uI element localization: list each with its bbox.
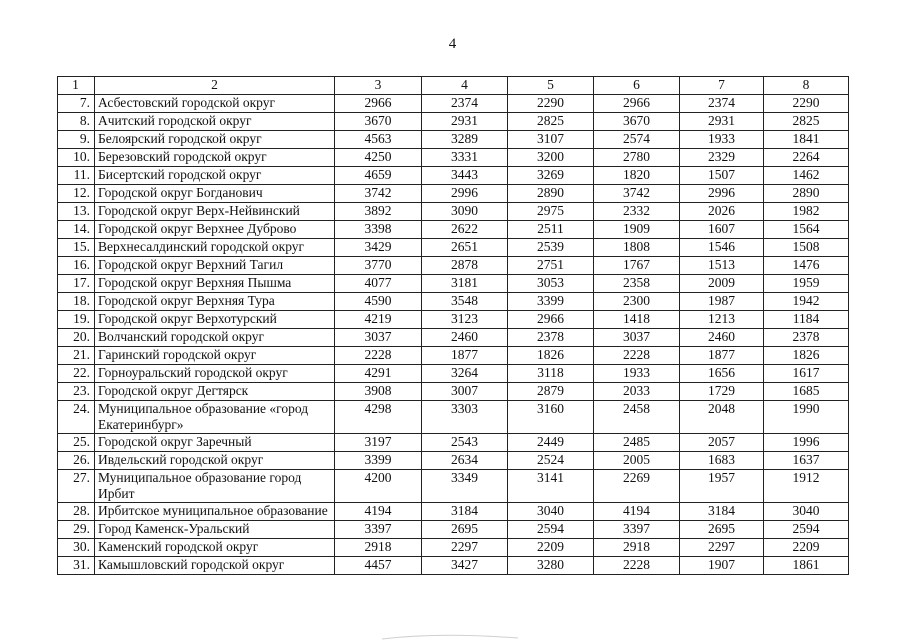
value-cell: 2228 — [335, 347, 422, 365]
value-cell: 2358 — [594, 275, 680, 293]
value-cell: 2005 — [594, 452, 680, 470]
value-cell: 1476 — [764, 257, 849, 275]
value-cell: 2057 — [680, 434, 764, 452]
table-row — [58, 257, 849, 275]
value-cell: 4291 — [335, 365, 422, 383]
value-cell: 2751 — [508, 257, 594, 275]
value-cell: 1508 — [764, 239, 849, 257]
value-cell: 2622 — [422, 221, 508, 239]
value-cell: 2209 — [508, 539, 594, 557]
table-row — [58, 539, 849, 557]
value-cell: 3331 — [422, 149, 508, 167]
value-cell: 1933 — [594, 365, 680, 383]
municipality-name: Город Каменск-Уральский — [95, 521, 335, 539]
table-row — [58, 329, 849, 347]
value-cell: 2825 — [764, 113, 849, 131]
row-number: 20. — [58, 329, 95, 347]
value-cell: 2378 — [508, 329, 594, 347]
row-number: 28. — [58, 503, 95, 521]
value-cell: 3397 — [594, 521, 680, 539]
value-cell: 1982 — [764, 203, 849, 221]
value-cell: 1996 — [764, 434, 849, 452]
value-cell: 2460 — [422, 329, 508, 347]
row-number: 15. — [58, 239, 95, 257]
value-cell: 2931 — [422, 113, 508, 131]
value-cell: 2634 — [422, 452, 508, 470]
municipality-name: Городской округ Верх-Нейвинский — [95, 203, 335, 221]
header-cell: 1 — [58, 77, 95, 95]
municipality-name: Каменский городской округ — [95, 539, 335, 557]
value-cell: 3289 — [422, 131, 508, 149]
value-cell: 3280 — [508, 557, 594, 575]
row-number: 27. — [58, 470, 95, 503]
value-cell: 2975 — [508, 203, 594, 221]
value-cell: 1656 — [680, 365, 764, 383]
value-cell: 4219 — [335, 311, 422, 329]
value-cell: 1637 — [764, 452, 849, 470]
value-cell: 3007 — [422, 383, 508, 401]
value-cell: 2890 — [764, 185, 849, 203]
value-cell: 2890 — [508, 185, 594, 203]
value-cell: 2209 — [764, 539, 849, 557]
row-number: 19. — [58, 311, 95, 329]
value-cell: 1462 — [764, 167, 849, 185]
municipality-name: Березовский городской округ — [95, 149, 335, 167]
municipality-name: Верхнесалдинский городской округ — [95, 239, 335, 257]
value-cell: 2511 — [508, 221, 594, 239]
value-cell: 2695 — [680, 521, 764, 539]
row-number: 17. — [58, 275, 95, 293]
value-cell: 4077 — [335, 275, 422, 293]
value-cell: 2228 — [594, 557, 680, 575]
municipality-name: Ирбитское муниципальное образование — [95, 503, 335, 521]
value-cell: 3184 — [680, 503, 764, 521]
table-row — [58, 221, 849, 239]
value-cell: 3770 — [335, 257, 422, 275]
value-cell: 1907 — [680, 557, 764, 575]
value-cell: 3303 — [422, 401, 508, 434]
value-cell: 4457 — [335, 557, 422, 575]
value-cell: 2594 — [508, 521, 594, 539]
value-cell: 2374 — [422, 95, 508, 113]
value-cell: 2332 — [594, 203, 680, 221]
value-cell: 1683 — [680, 452, 764, 470]
municipality-name: Ачитский городской округ — [95, 113, 335, 131]
value-cell: 1841 — [764, 131, 849, 149]
value-cell: 3269 — [508, 167, 594, 185]
value-cell: 2269 — [594, 470, 680, 503]
value-cell: 3670 — [335, 113, 422, 131]
value-cell: 2297 — [680, 539, 764, 557]
value-cell: 1564 — [764, 221, 849, 239]
value-cell: 1820 — [594, 167, 680, 185]
value-cell: 1942 — [764, 293, 849, 311]
row-number: 14. — [58, 221, 95, 239]
table-row — [58, 113, 849, 131]
value-cell: 4590 — [335, 293, 422, 311]
value-cell: 2918 — [335, 539, 422, 557]
municipality-name: Гаринский городской округ — [95, 347, 335, 365]
value-cell: 3053 — [508, 275, 594, 293]
municipality-name: Городской округ Верхний Тагил — [95, 257, 335, 275]
header-cell: 8 — [764, 77, 849, 95]
value-cell: 2524 — [508, 452, 594, 470]
row-number: 12. — [58, 185, 95, 203]
table-row — [58, 185, 849, 203]
data-table — [57, 76, 849, 575]
municipality-name: Бисертский городской округ — [95, 167, 335, 185]
value-cell: 1861 — [764, 557, 849, 575]
header-cell: 2 — [95, 77, 335, 95]
header-cell: 4 — [422, 77, 508, 95]
value-cell: 3264 — [422, 365, 508, 383]
value-cell: 3090 — [422, 203, 508, 221]
row-number: 21. — [58, 347, 95, 365]
value-cell: 2458 — [594, 401, 680, 434]
value-cell: 2878 — [422, 257, 508, 275]
value-cell: 3397 — [335, 521, 422, 539]
value-cell: 2228 — [594, 347, 680, 365]
value-cell: 1933 — [680, 131, 764, 149]
value-cell: 3037 — [335, 329, 422, 347]
value-cell: 2780 — [594, 149, 680, 167]
value-cell: 3399 — [335, 452, 422, 470]
row-number: 23. — [58, 383, 95, 401]
row-number: 25. — [58, 434, 95, 452]
value-cell: 1912 — [764, 470, 849, 503]
value-cell: 1184 — [764, 311, 849, 329]
table-row — [58, 434, 849, 452]
table-row — [58, 503, 849, 521]
value-cell: 3443 — [422, 167, 508, 185]
table-body — [58, 77, 849, 575]
value-cell: 2996 — [680, 185, 764, 203]
value-cell: 2966 — [508, 311, 594, 329]
header-cell: 7 — [680, 77, 764, 95]
municipality-name: Городской округ Верхнее Дуброво — [95, 221, 335, 239]
row-number: 7. — [58, 95, 95, 113]
municipality-name: Муниципальное образование «город Екатеринбург» — [95, 401, 335, 434]
value-cell: 3141 — [508, 470, 594, 503]
value-cell: 4659 — [335, 167, 422, 185]
value-cell: 3892 — [335, 203, 422, 221]
value-cell: 2574 — [594, 131, 680, 149]
value-cell: 2966 — [335, 95, 422, 113]
value-cell: 1617 — [764, 365, 849, 383]
table-row — [58, 470, 849, 503]
value-cell: 2879 — [508, 383, 594, 401]
value-cell: 1607 — [680, 221, 764, 239]
table-row — [58, 521, 849, 539]
table-row — [58, 452, 849, 470]
value-cell: 1213 — [680, 311, 764, 329]
value-cell: 3040 — [764, 503, 849, 521]
value-cell: 4250 — [335, 149, 422, 167]
value-cell: 4298 — [335, 401, 422, 434]
table-row — [58, 167, 849, 185]
value-cell: 2033 — [594, 383, 680, 401]
value-cell: 3398 — [335, 221, 422, 239]
value-cell: 2918 — [594, 539, 680, 557]
value-cell: 2543 — [422, 434, 508, 452]
value-cell: 1909 — [594, 221, 680, 239]
table-row — [58, 401, 849, 434]
page-number: 4 — [448, 36, 457, 52]
row-number: 22. — [58, 365, 95, 383]
table-row — [58, 365, 849, 383]
value-cell: 2009 — [680, 275, 764, 293]
header-cell: 5 — [508, 77, 594, 95]
table-row — [58, 293, 849, 311]
value-cell: 2297 — [422, 539, 508, 557]
value-cell: 1959 — [764, 275, 849, 293]
value-cell: 2449 — [508, 434, 594, 452]
value-cell: 1729 — [680, 383, 764, 401]
value-cell: 1877 — [680, 347, 764, 365]
value-cell: 3200 — [508, 149, 594, 167]
value-cell: 3118 — [508, 365, 594, 383]
value-cell: 3184 — [422, 503, 508, 521]
value-cell: 3123 — [422, 311, 508, 329]
municipality-name: Белоярский городской округ — [95, 131, 335, 149]
value-cell: 1990 — [764, 401, 849, 434]
municipality-name: Муниципальное образование город Ирбит — [95, 470, 335, 503]
scan-artifact-mark — [380, 632, 520, 640]
row-number: 8. — [58, 113, 95, 131]
header-cell: 6 — [594, 77, 680, 95]
municipality-name: Камышловский городской округ — [95, 557, 335, 575]
municipality-name: Городской округ Богданович — [95, 185, 335, 203]
row-number: 11. — [58, 167, 95, 185]
value-cell: 3399 — [508, 293, 594, 311]
row-number: 30. — [58, 539, 95, 557]
value-cell: 2290 — [764, 95, 849, 113]
municipality-name: Волчанский городской округ — [95, 329, 335, 347]
value-cell: 2931 — [680, 113, 764, 131]
value-cell: 2374 — [680, 95, 764, 113]
table-row — [58, 311, 849, 329]
value-cell: 3429 — [335, 239, 422, 257]
value-cell: 1808 — [594, 239, 680, 257]
value-cell: 2966 — [594, 95, 680, 113]
value-cell: 3040 — [508, 503, 594, 521]
value-cell: 2485 — [594, 434, 680, 452]
municipality-name: Городской округ Заречный — [95, 434, 335, 452]
value-cell: 3670 — [594, 113, 680, 131]
row-number: 13. — [58, 203, 95, 221]
value-cell: 1826 — [764, 347, 849, 365]
value-cell: 3160 — [508, 401, 594, 434]
value-cell: 4194 — [335, 503, 422, 521]
value-cell: 2026 — [680, 203, 764, 221]
row-number: 29. — [58, 521, 95, 539]
table-row — [58, 149, 849, 167]
value-cell: 3742 — [335, 185, 422, 203]
municipality-name: Городской округ Верхняя Тура — [95, 293, 335, 311]
value-cell: 3181 — [422, 275, 508, 293]
value-cell: 2825 — [508, 113, 594, 131]
value-cell: 3107 — [508, 131, 594, 149]
value-cell: 2300 — [594, 293, 680, 311]
row-number: 31. — [58, 557, 95, 575]
row-number: 26. — [58, 452, 95, 470]
header-cell: 3 — [335, 77, 422, 95]
value-cell: 3427 — [422, 557, 508, 575]
table-row — [58, 275, 849, 293]
value-cell: 2651 — [422, 239, 508, 257]
value-cell: 1987 — [680, 293, 764, 311]
value-cell: 3548 — [422, 293, 508, 311]
table-row — [58, 347, 849, 365]
table-row — [58, 239, 849, 257]
municipality-name: Городской округ Верхотурский — [95, 311, 335, 329]
value-cell: 2996 — [422, 185, 508, 203]
value-cell: 2460 — [680, 329, 764, 347]
value-cell: 4194 — [594, 503, 680, 521]
table-row — [58, 131, 849, 149]
table-header-row — [58, 77, 849, 95]
value-cell: 4563 — [335, 131, 422, 149]
value-cell: 1513 — [680, 257, 764, 275]
value-cell: 1957 — [680, 470, 764, 503]
value-cell: 2539 — [508, 239, 594, 257]
table-row — [58, 203, 849, 221]
row-number: 18. — [58, 293, 95, 311]
value-cell: 3197 — [335, 434, 422, 452]
row-number: 16. — [58, 257, 95, 275]
table-row — [58, 557, 849, 575]
table-row — [58, 95, 849, 113]
value-cell: 3349 — [422, 470, 508, 503]
row-number: 9. — [58, 131, 95, 149]
municipality-name: Горноуральский городской округ — [95, 365, 335, 383]
value-cell: 2695 — [422, 521, 508, 539]
value-cell: 2264 — [764, 149, 849, 167]
value-cell: 1826 — [508, 347, 594, 365]
row-number: 10. — [58, 149, 95, 167]
table-row — [58, 383, 849, 401]
value-cell: 1877 — [422, 347, 508, 365]
value-cell: 2329 — [680, 149, 764, 167]
value-cell: 1767 — [594, 257, 680, 275]
value-cell: 1418 — [594, 311, 680, 329]
row-number: 24. — [58, 401, 95, 434]
municipality-name: Городской округ Верхняя Пышма — [95, 275, 335, 293]
value-cell: 1685 — [764, 383, 849, 401]
municipality-name: Городской округ Дегтярск — [95, 383, 335, 401]
value-cell: 3037 — [594, 329, 680, 347]
value-cell: 4200 — [335, 470, 422, 503]
municipality-name: Ивдельский городской округ — [95, 452, 335, 470]
value-cell: 1507 — [680, 167, 764, 185]
value-cell: 3742 — [594, 185, 680, 203]
municipality-name: Асбестовский городской округ — [95, 95, 335, 113]
value-cell: 2048 — [680, 401, 764, 434]
value-cell: 1546 — [680, 239, 764, 257]
value-cell: 2594 — [764, 521, 849, 539]
value-cell: 2290 — [508, 95, 594, 113]
value-cell: 2378 — [764, 329, 849, 347]
value-cell: 3908 — [335, 383, 422, 401]
